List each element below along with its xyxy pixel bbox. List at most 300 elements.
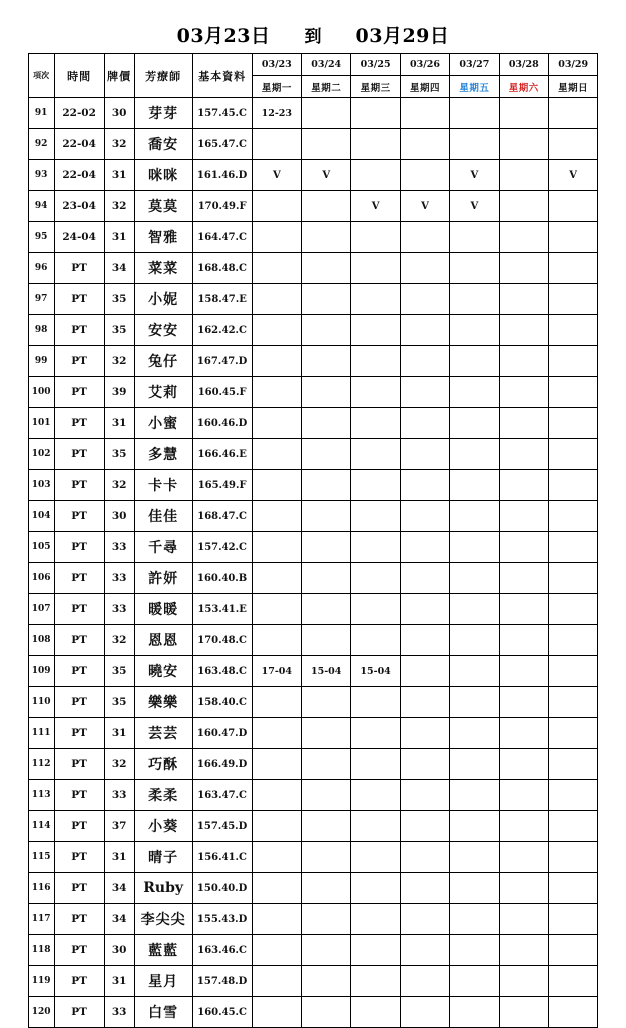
row-therapist-name[interactable]: 柔柔 — [134, 780, 192, 811]
row-day-cell-3[interactable] — [400, 284, 449, 315]
row-day-cell-3[interactable] — [400, 935, 449, 966]
row-price[interactable]: 34 — [104, 253, 134, 284]
row-day-cell-2[interactable]: 15-04 — [351, 656, 400, 687]
row-day-cell-3[interactable] — [400, 780, 449, 811]
row-info[interactable]: 166.46.E — [192, 439, 252, 470]
row-price[interactable]: 32 — [104, 749, 134, 780]
row-day-cell-6[interactable] — [548, 532, 597, 563]
row-time[interactable]: PT — [54, 842, 104, 873]
row-day-cell-6[interactable] — [548, 98, 597, 129]
row-price[interactable]: 31 — [104, 842, 134, 873]
row-day-cell-4[interactable] — [450, 873, 499, 904]
row-day-cell-5[interactable] — [499, 377, 548, 408]
row-day-cell-6[interactable] — [548, 594, 597, 625]
row-day-cell-4[interactable] — [450, 532, 499, 563]
row-day-cell-1[interactable] — [302, 594, 351, 625]
row-day-cell-1[interactable] — [302, 749, 351, 780]
table-row[interactable] — [28, 997, 598, 1028]
row-day-cell-5[interactable] — [499, 191, 548, 222]
row-day-cell-3[interactable] — [400, 625, 449, 656]
row-price[interactable]: 33 — [104, 532, 134, 563]
row-therapist-name[interactable]: 多慧 — [134, 439, 192, 470]
row-time[interactable]: PT — [54, 315, 104, 346]
row-price[interactable]: 32 — [104, 129, 134, 160]
row-price[interactable]: 33 — [104, 780, 134, 811]
row-day-cell-0[interactable] — [252, 842, 301, 873]
table-row[interactable] — [28, 160, 598, 191]
row-info[interactable]: 157.48.D — [192, 966, 252, 997]
row-info[interactable]: 158.40.C — [192, 687, 252, 718]
row-time[interactable]: PT — [54, 563, 104, 594]
row-day-cell-5[interactable] — [499, 315, 548, 346]
row-therapist-name[interactable]: 芸芸 — [134, 718, 192, 749]
row-day-cell-1[interactable] — [302, 625, 351, 656]
row-day-cell-1[interactable] — [302, 563, 351, 594]
row-day-cell-4[interactable] — [450, 718, 499, 749]
row-day-cell-6[interactable] — [548, 439, 597, 470]
row-day-cell-4[interactable] — [450, 284, 499, 315]
table-row[interactable] — [28, 656, 598, 687]
row-info[interactable]: 163.48.C — [192, 656, 252, 687]
row-day-cell-2[interactable] — [351, 315, 400, 346]
row-info[interactable]: 166.49.D — [192, 749, 252, 780]
row-time[interactable]: PT — [54, 749, 104, 780]
row-price[interactable]: 39 — [104, 377, 134, 408]
row-day-cell-6[interactable] — [548, 315, 597, 346]
row-day-cell-2[interactable] — [351, 563, 400, 594]
row-info[interactable]: 160.40.B — [192, 563, 252, 594]
row-day-cell-1[interactable]: V — [302, 160, 351, 191]
table-row[interactable] — [28, 966, 598, 997]
row-therapist-name[interactable]: 芽芽 — [134, 98, 192, 129]
row-price[interactable]: 33 — [104, 594, 134, 625]
row-day-cell-1[interactable] — [302, 842, 351, 873]
row-price[interactable]: 35 — [104, 687, 134, 718]
row-day-cell-3[interactable] — [400, 563, 449, 594]
row-day-cell-0[interactable] — [252, 377, 301, 408]
row-day-cell-6[interactable] — [548, 873, 597, 904]
row-day-cell-6[interactable]: V — [548, 160, 597, 191]
row-day-cell-1[interactable] — [302, 532, 351, 563]
row-time[interactable]: PT — [54, 470, 104, 501]
row-time[interactable]: PT — [54, 780, 104, 811]
row-therapist-name[interactable]: 樂樂 — [134, 687, 192, 718]
row-day-cell-6[interactable] — [548, 408, 597, 439]
row-therapist-name[interactable]: 菜菜 — [134, 253, 192, 284]
row-time[interactable]: PT — [54, 594, 104, 625]
row-day-cell-3[interactable] — [400, 749, 449, 780]
row-therapist-name[interactable]: 巧酥 — [134, 749, 192, 780]
row-day-cell-0[interactable] — [252, 625, 301, 656]
row-info[interactable]: 164.47.C — [192, 222, 252, 253]
table-row[interactable] — [28, 687, 598, 718]
row-info[interactable]: 161.46.D — [192, 160, 252, 191]
row-info[interactable]: 150.40.D — [192, 873, 252, 904]
row-day-cell-2[interactable] — [351, 377, 400, 408]
row-day-cell-0[interactable] — [252, 315, 301, 346]
row-day-cell-2[interactable] — [351, 594, 400, 625]
row-therapist-name[interactable]: 安安 — [134, 315, 192, 346]
row-time[interactable]: PT — [54, 687, 104, 718]
row-day-cell-4[interactable] — [450, 253, 499, 284]
row-day-cell-3[interactable] — [400, 532, 449, 563]
row-day-cell-1[interactable] — [302, 873, 351, 904]
row-day-cell-2[interactable] — [351, 501, 400, 532]
row-day-cell-2[interactable] — [351, 129, 400, 160]
row-day-cell-6[interactable] — [548, 718, 597, 749]
row-day-cell-0[interactable] — [252, 997, 301, 1028]
row-day-cell-6[interactable] — [548, 253, 597, 284]
row-therapist-name[interactable]: 咪咪 — [134, 160, 192, 191]
row-day-cell-5[interactable] — [499, 625, 548, 656]
table-row[interactable] — [28, 501, 598, 532]
row-price[interactable]: 34 — [104, 904, 134, 935]
row-price[interactable]: 32 — [104, 470, 134, 501]
row-info[interactable]: 160.46.D — [192, 408, 252, 439]
row-therapist-name[interactable]: 兔仔 — [134, 346, 192, 377]
row-day-cell-1[interactable] — [302, 687, 351, 718]
row-day-cell-2[interactable] — [351, 98, 400, 129]
row-day-cell-3[interactable]: V — [400, 191, 449, 222]
row-day-cell-6[interactable] — [548, 656, 597, 687]
row-price[interactable]: 32 — [104, 625, 134, 656]
row-info[interactable]: 162.42.C — [192, 315, 252, 346]
row-price[interactable]: 31 — [104, 966, 134, 997]
row-day-cell-2[interactable] — [351, 408, 400, 439]
row-day-cell-2[interactable] — [351, 842, 400, 873]
row-day-cell-2[interactable] — [351, 873, 400, 904]
row-time[interactable]: PT — [54, 935, 104, 966]
row-day-cell-3[interactable] — [400, 439, 449, 470]
table-row[interactable] — [28, 470, 598, 501]
row-day-cell-6[interactable] — [548, 129, 597, 160]
row-day-cell-2[interactable] — [351, 966, 400, 997]
row-day-cell-2[interactable] — [351, 532, 400, 563]
row-info[interactable]: 163.47.C — [192, 780, 252, 811]
table-row[interactable] — [28, 315, 598, 346]
row-day-cell-1[interactable] — [302, 811, 351, 842]
row-day-cell-2[interactable]: V — [351, 191, 400, 222]
row-info[interactable]: 168.47.C — [192, 501, 252, 532]
row-day-cell-4[interactable] — [450, 811, 499, 842]
table-row[interactable] — [28, 718, 598, 749]
table-row[interactable] — [28, 98, 598, 129]
row-day-cell-1[interactable] — [302, 191, 351, 222]
row-info[interactable]: 160.45.C — [192, 997, 252, 1028]
row-day-cell-5[interactable] — [499, 997, 548, 1028]
row-day-cell-3[interactable] — [400, 904, 449, 935]
row-therapist-name[interactable]: 小葵 — [134, 811, 192, 842]
row-day-cell-0[interactable] — [252, 966, 301, 997]
row-day-cell-5[interactable] — [499, 718, 548, 749]
row-price[interactable]: 31 — [104, 408, 134, 439]
row-day-cell-5[interactable] — [499, 222, 548, 253]
row-day-cell-6[interactable] — [548, 284, 597, 315]
row-info[interactable]: 156.41.C — [192, 842, 252, 873]
row-day-cell-2[interactable] — [351, 811, 400, 842]
row-day-cell-3[interactable] — [400, 501, 449, 532]
row-day-cell-4[interactable] — [450, 439, 499, 470]
row-day-cell-1[interactable] — [302, 253, 351, 284]
row-day-cell-5[interactable] — [499, 594, 548, 625]
row-day-cell-4[interactable] — [450, 656, 499, 687]
row-time[interactable]: PT — [54, 284, 104, 315]
row-day-cell-0[interactable] — [252, 532, 301, 563]
row-day-cell-6[interactable] — [548, 749, 597, 780]
row-day-cell-4[interactable] — [450, 935, 499, 966]
row-day-cell-6[interactable] — [548, 935, 597, 966]
row-info[interactable]: 153.41.E — [192, 594, 252, 625]
row-day-cell-6[interactable] — [548, 625, 597, 656]
row-time[interactable]: 22-04 — [54, 160, 104, 191]
row-day-cell-1[interactable] — [302, 718, 351, 749]
row-day-cell-3[interactable] — [400, 470, 449, 501]
row-day-cell-5[interactable] — [499, 98, 548, 129]
row-day-cell-2[interactable] — [351, 625, 400, 656]
table-row[interactable] — [28, 191, 598, 222]
row-day-cell-4[interactable] — [450, 780, 499, 811]
table-row[interactable] — [28, 129, 598, 160]
row-day-cell-2[interactable] — [351, 222, 400, 253]
row-day-cell-5[interactable] — [499, 284, 548, 315]
row-time[interactable]: 24-04 — [54, 222, 104, 253]
row-info[interactable]: 163.46.C — [192, 935, 252, 966]
row-day-cell-6[interactable] — [548, 966, 597, 997]
row-day-cell-0[interactable] — [252, 129, 301, 160]
row-time[interactable]: 22-04 — [54, 129, 104, 160]
row-day-cell-1[interactable] — [302, 780, 351, 811]
row-day-cell-4[interactable] — [450, 749, 499, 780]
row-day-cell-2[interactable] — [351, 749, 400, 780]
row-therapist-name[interactable]: 艾莉 — [134, 377, 192, 408]
row-day-cell-4[interactable] — [450, 346, 499, 377]
row-day-cell-2[interactable] — [351, 439, 400, 470]
row-day-cell-4[interactable] — [450, 842, 499, 873]
table-row[interactable] — [28, 842, 598, 873]
table-row[interactable] — [28, 346, 598, 377]
row-day-cell-3[interactable] — [400, 718, 449, 749]
row-price[interactable]: 30 — [104, 501, 134, 532]
row-day-cell-0[interactable]: 17-04 — [252, 656, 301, 687]
row-time[interactable]: PT — [54, 656, 104, 687]
row-price[interactable]: 32 — [104, 191, 134, 222]
table-row[interactable] — [28, 408, 598, 439]
row-day-cell-5[interactable] — [499, 470, 548, 501]
row-day-cell-3[interactable] — [400, 253, 449, 284]
row-info[interactable]: 157.42.C — [192, 532, 252, 563]
table-row[interactable] — [28, 811, 598, 842]
row-time[interactable]: 23-04 — [54, 191, 104, 222]
row-therapist-name[interactable]: 喬安 — [134, 129, 192, 160]
row-day-cell-0[interactable] — [252, 594, 301, 625]
row-day-cell-3[interactable] — [400, 346, 449, 377]
row-day-cell-0[interactable] — [252, 439, 301, 470]
row-day-cell-3[interactable] — [400, 315, 449, 346]
row-info[interactable]: 155.43.D — [192, 904, 252, 935]
row-day-cell-6[interactable] — [548, 191, 597, 222]
row-time[interactable]: PT — [54, 377, 104, 408]
row-time[interactable]: PT — [54, 997, 104, 1028]
row-therapist-name[interactable]: 曉安 — [134, 656, 192, 687]
row-day-cell-0[interactable] — [252, 408, 301, 439]
row-time[interactable]: PT — [54, 346, 104, 377]
row-day-cell-1[interactable] — [302, 501, 351, 532]
row-day-cell-3[interactable] — [400, 811, 449, 842]
row-day-cell-4[interactable] — [450, 377, 499, 408]
row-info[interactable]: 167.47.D — [192, 346, 252, 377]
row-day-cell-0[interactable]: 12-23 — [252, 98, 301, 129]
table-row[interactable] — [28, 563, 598, 594]
row-day-cell-6[interactable] — [548, 563, 597, 594]
table-row[interactable] — [28, 935, 598, 966]
row-price[interactable]: 34 — [104, 873, 134, 904]
row-therapist-name[interactable]: 白雪 — [134, 997, 192, 1028]
row-day-cell-6[interactable] — [548, 222, 597, 253]
row-day-cell-5[interactable] — [499, 501, 548, 532]
row-day-cell-3[interactable] — [400, 966, 449, 997]
row-day-cell-0[interactable] — [252, 718, 301, 749]
row-therapist-name[interactable]: 卡卡 — [134, 470, 192, 501]
row-price[interactable]: 33 — [104, 997, 134, 1028]
row-info[interactable]: 165.49.F — [192, 470, 252, 501]
row-day-cell-1[interactable] — [302, 966, 351, 997]
row-day-cell-0[interactable]: V — [252, 160, 301, 191]
row-day-cell-0[interactable] — [252, 191, 301, 222]
row-info[interactable]: 160.47.D — [192, 718, 252, 749]
row-info[interactable]: 157.45.C — [192, 98, 252, 129]
row-day-cell-0[interactable] — [252, 284, 301, 315]
row-day-cell-0[interactable] — [252, 222, 301, 253]
row-price[interactable]: 37 — [104, 811, 134, 842]
row-day-cell-6[interactable] — [548, 842, 597, 873]
row-day-cell-3[interactable] — [400, 377, 449, 408]
row-therapist-name[interactable]: Ruby — [134, 873, 192, 904]
row-day-cell-1[interactable] — [302, 98, 351, 129]
row-price[interactable]: 30 — [104, 98, 134, 129]
row-day-cell-4[interactable] — [450, 98, 499, 129]
row-day-cell-2[interactable] — [351, 160, 400, 191]
row-day-cell-6[interactable] — [548, 470, 597, 501]
row-price[interactable]: 33 — [104, 563, 134, 594]
row-day-cell-5[interactable] — [499, 408, 548, 439]
row-time[interactable]: PT — [54, 625, 104, 656]
row-day-cell-4[interactable]: V — [450, 160, 499, 191]
table-row[interactable] — [28, 625, 598, 656]
row-day-cell-1[interactable] — [302, 129, 351, 160]
row-time[interactable]: PT — [54, 904, 104, 935]
table-row[interactable] — [28, 222, 598, 253]
row-day-cell-3[interactable] — [400, 98, 449, 129]
row-info[interactable]: 165.47.C — [192, 129, 252, 160]
row-day-cell-6[interactable] — [548, 780, 597, 811]
row-time[interactable]: PT — [54, 408, 104, 439]
table-row[interactable] — [28, 594, 598, 625]
table-row[interactable] — [28, 532, 598, 563]
row-day-cell-4[interactable]: V — [450, 191, 499, 222]
row-info[interactable]: 158.47.E — [192, 284, 252, 315]
table-row[interactable] — [28, 749, 598, 780]
row-info[interactable]: 160.45.F — [192, 377, 252, 408]
row-day-cell-0[interactable] — [252, 253, 301, 284]
row-day-cell-5[interactable] — [499, 253, 548, 284]
row-day-cell-1[interactable] — [302, 439, 351, 470]
row-time[interactable]: PT — [54, 532, 104, 563]
row-day-cell-5[interactable] — [499, 439, 548, 470]
row-time[interactable]: 22-02 — [54, 98, 104, 129]
row-day-cell-6[interactable] — [548, 904, 597, 935]
row-price[interactable]: 30 — [104, 935, 134, 966]
row-day-cell-4[interactable] — [450, 222, 499, 253]
row-day-cell-4[interactable] — [450, 966, 499, 997]
row-day-cell-5[interactable] — [499, 904, 548, 935]
row-info[interactable]: 170.48.C — [192, 625, 252, 656]
row-day-cell-6[interactable] — [548, 811, 597, 842]
row-day-cell-4[interactable] — [450, 594, 499, 625]
row-day-cell-5[interactable] — [499, 873, 548, 904]
row-day-cell-1[interactable] — [302, 315, 351, 346]
row-therapist-name[interactable]: 莫莫 — [134, 191, 192, 222]
row-day-cell-5[interactable] — [499, 129, 548, 160]
row-day-cell-2[interactable] — [351, 904, 400, 935]
row-day-cell-6[interactable] — [548, 377, 597, 408]
row-day-cell-0[interactable] — [252, 811, 301, 842]
table-row[interactable] — [28, 284, 598, 315]
row-info[interactable]: 170.49.F — [192, 191, 252, 222]
row-day-cell-2[interactable] — [351, 346, 400, 377]
row-time[interactable]: PT — [54, 966, 104, 997]
row-therapist-name[interactable]: 星月 — [134, 966, 192, 997]
row-day-cell-2[interactable] — [351, 687, 400, 718]
table-row[interactable] — [28, 253, 598, 284]
row-price[interactable]: 31 — [104, 160, 134, 191]
row-time[interactable]: PT — [54, 439, 104, 470]
row-therapist-name[interactable]: 小妮 — [134, 284, 192, 315]
row-therapist-name[interactable]: 晴子 — [134, 842, 192, 873]
row-time[interactable]: PT — [54, 811, 104, 842]
row-day-cell-5[interactable] — [499, 749, 548, 780]
row-day-cell-0[interactable] — [252, 904, 301, 935]
row-price[interactable]: 31 — [104, 718, 134, 749]
row-day-cell-1[interactable] — [302, 997, 351, 1028]
row-day-cell-0[interactable] — [252, 749, 301, 780]
row-day-cell-0[interactable] — [252, 935, 301, 966]
row-day-cell-3[interactable] — [400, 129, 449, 160]
row-price[interactable]: 35 — [104, 439, 134, 470]
table-row[interactable] — [28, 377, 598, 408]
row-day-cell-1[interactable] — [302, 222, 351, 253]
row-day-cell-0[interactable] — [252, 563, 301, 594]
table-row[interactable] — [28, 439, 598, 470]
table-row[interactable] — [28, 904, 598, 935]
row-day-cell-1[interactable]: 15-04 — [302, 656, 351, 687]
row-day-cell-3[interactable] — [400, 997, 449, 1028]
row-day-cell-4[interactable] — [450, 470, 499, 501]
row-time[interactable]: PT — [54, 873, 104, 904]
row-day-cell-3[interactable] — [400, 687, 449, 718]
row-day-cell-1[interactable] — [302, 377, 351, 408]
row-day-cell-4[interactable] — [450, 625, 499, 656]
row-day-cell-1[interactable] — [302, 935, 351, 966]
row-day-cell-0[interactable] — [252, 780, 301, 811]
row-day-cell-3[interactable] — [400, 594, 449, 625]
row-therapist-name[interactable]: 暖暖 — [134, 594, 192, 625]
row-therapist-name[interactable]: 小蜜 — [134, 408, 192, 439]
row-day-cell-3[interactable] — [400, 160, 449, 191]
row-day-cell-4[interactable] — [450, 408, 499, 439]
row-day-cell-5[interactable] — [499, 160, 548, 191]
row-day-cell-1[interactable] — [302, 470, 351, 501]
row-day-cell-3[interactable] — [400, 842, 449, 873]
